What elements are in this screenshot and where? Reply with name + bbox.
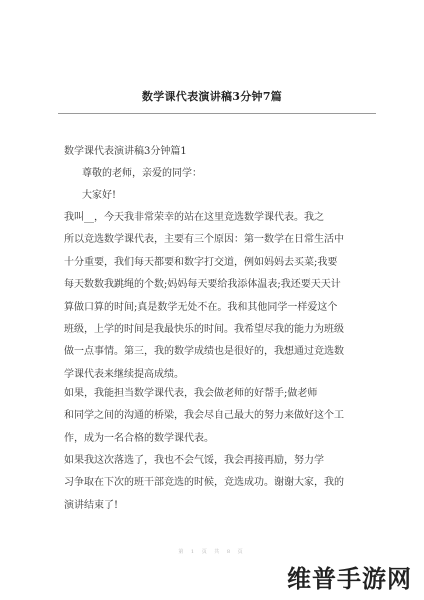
section-subtitle: 数学课代表演讲稿3分钟篇1 <box>64 146 187 157</box>
page-footer: 第 1 页 共 8 页 <box>178 549 246 555</box>
paragraph-line: 所以竞选数学课代表，主要有三个原因：第一数学在日常生活中 <box>64 234 344 246</box>
paragraph-line: 和同学之间的沟通的桥梁，我会尽自己最大的努力来做好这个工 <box>64 410 344 422</box>
document-title: 数学课代表演讲稿3分钟7篇 <box>141 90 283 103</box>
paragraph-line: 十分重要，我们每天都要和数字打交道，例如妈妈去买菜;我要 <box>64 256 338 268</box>
title-divider <box>58 113 376 114</box>
paragraph-line: 学课代表来继续提高成绩。 <box>64 368 184 380</box>
paragraph-line: 我叫__，今天我非常荣幸的站在这里竞选数学课代表。我之 <box>64 212 324 223</box>
greeting-line: 尊敬的老师，亲爱的同学： <box>82 168 202 179</box>
paragraph-line: 作，成为一名合格的数学课代表。 <box>64 432 214 444</box>
paragraph-line: 班级，上学的时间是我最快乐的时间。我希望尽我的能力为班级 <box>64 323 344 335</box>
salutation-line: 大家好! <box>82 190 117 201</box>
paragraph-line: 算做口算的时间;真是数学无处不在。我和其他同学一样爱这个 <box>64 301 338 313</box>
paragraph-1 <box>64 207 344 386</box>
paragraph-line: 如果我这次落选了，我也不会气馁，我会再接再励，努力学 <box>64 455 324 466</box>
paragraph-line: 演讲结束了! <box>64 499 119 511</box>
paragraph-line: 习争取在下次的班干部竞选的时候，竞选成功。谢谢大家，我的 <box>64 477 344 489</box>
paragraph-line: 做一点事情。第三，我的数学成绩也是很好的，我想通过竞选数 <box>64 346 344 358</box>
paragraph-line: 每天数数我跳绳的个数;妈妈每天要给我添体温表;我还要天天计 <box>64 279 341 291</box>
paragraph-2 <box>64 383 344 450</box>
paragraph-line: 如果，我能担当数学课代表，我会做老师的好帮手;做老师 <box>64 388 318 399</box>
site-watermark: 维普手游网 <box>283 559 416 594</box>
paragraph-3 <box>64 450 344 517</box>
